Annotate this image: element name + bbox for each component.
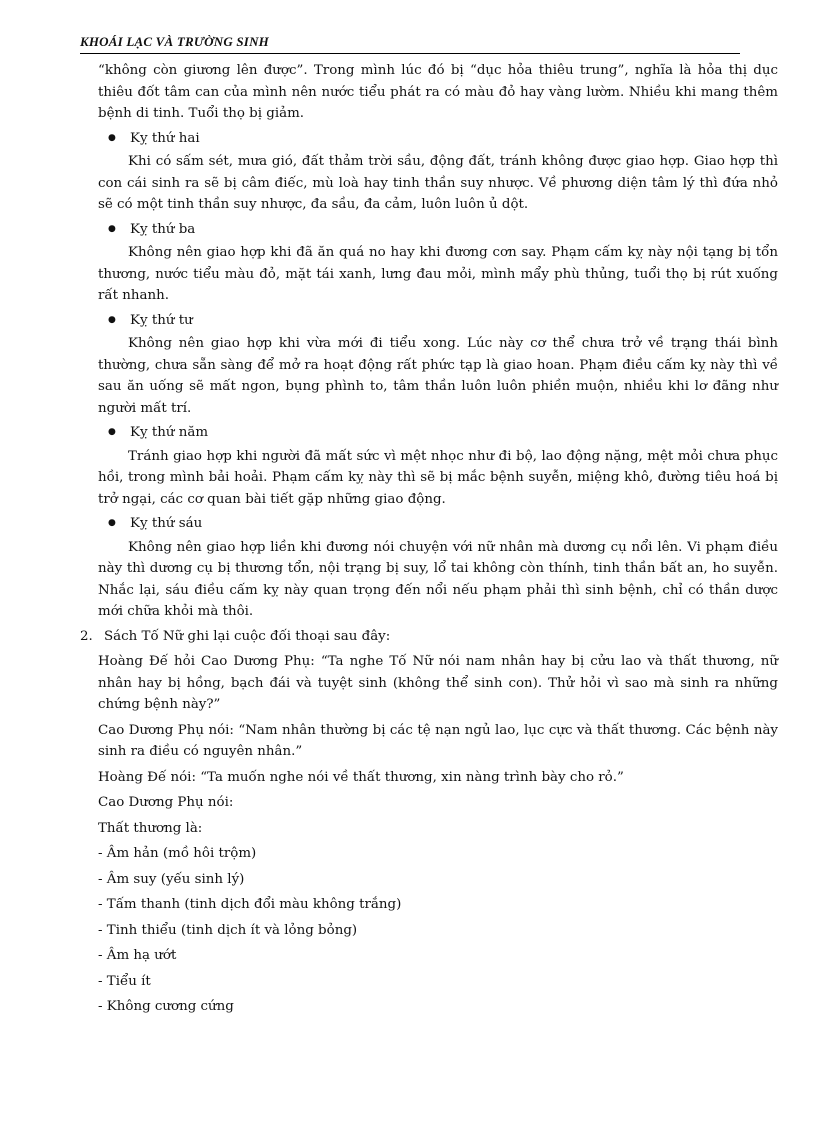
taboo-title: ● Kỵ thứ năm	[80, 422, 778, 444]
dialogue-paragraph: Cao Dương Phụ nói:	[98, 795, 234, 810]
section-title: Sách Tố Nữ ghi lại cuộc đối thoại sau đây:	[104, 628, 391, 644]
section-2-heading	[80, 626, 778, 648]
taboo-text: Không nên giao hợp khi vừa mới đi tiểu xong. Lúc này cơ thể chưa trở về trạng thái bình thường, chưa sẵn sàng để mở ra hoạt động rất phức tạp là giao hoan. Phạm điều cấm kỵ này thì về sau ăn uống sẽ mất ngon, bụng phình to, tâm thần luôn luôn phiền muộn, nhiều khi lơ đãng như người mất trí.	[98, 336, 778, 416]
list-item: - Tấm thanh (tinh dịch đổi màu không trắng)	[98, 897, 402, 912]
taboo-item	[80, 422, 778, 510]
list-item: - Tiểu ít	[98, 973, 151, 989]
taboo-item	[80, 219, 778, 307]
list-item: - Không cương cứng	[98, 999, 234, 1014]
dialogue-paragraph: Hoàng Đế nói: “Ta muốn nghe nói về thất thương, xin nàng trình bày cho rỏ.”	[98, 769, 624, 785]
taboo-text: Khi có sấm sét, mưa gió, đất thảm trời sầu, động đất, tránh không được giao hợp. Giao hợp thì con cái sinh ra sẽ bị câm điếc, mù loà hay tinh thần suy nhược. Về phương diện tâm lý thì đứa nhỏ sẽ có một tinh thần suy nhược, đa sầu, đa cảm, luôn luôn ủ dột.	[98, 154, 778, 212]
running-header: KHOÁI LẠC VÀ TRƯỜNG SINH	[80, 34, 740, 54]
list-item: - Âm hản (mồ hôi trộm)	[98, 846, 257, 861]
taboo-item	[80, 513, 778, 623]
section-number: 2.	[80, 628, 93, 644]
list-item: - Âm hạ ướt	[98, 948, 177, 963]
taboo-text: Không nên giao hợp liền khi đương nói chuyện với nữ nhân mà dương cụ nổi lên. Vi phạm điều này thì dương cụ bị thương tổn, nội trạng bị suy, lổ tai không còn thính, tinh thần bất an, ho suyễn. Nhắc lại, sáu điều cấm kỵ này quan trọng đến nổi nếu phạm phải thì sinh bệnh, chỉ có thần dược mới chữa khỏi mà thôi.	[98, 539, 778, 619]
taboo-text: Không nên giao hợp khi đã ăn quá no hay khi đương cơn say. Phạm cấm kỵ này nội tạng bị tổn thương, nước tiểu màu đỏ, mặt tái xanh, lưng đau mỏi, mình mẩy phù thủng, tuổi thọ bị rút xuống rất nhanh.	[98, 245, 778, 303]
dialogue-paragraph: Thất thương là:	[98, 820, 203, 836]
taboo-title: ● Kỵ thứ ba	[80, 219, 778, 241]
dialogue-paragraph: Cao Dương Phụ nói: “Nam nhân thường bị các tệ nạn ngủ lao, lục cực và thất thương. Các bệnh này sinh ra điều có nguyên nhân.”	[98, 722, 778, 759]
dialogue-paragraph: Hoàng Đế hỏi Cao Dương Phụ: “Ta nghe Tố Nữ nói nam nhân hay bị cửu lao và thất thương, nữ nhân hay bị hồng, bạch đái và tuyệt sinh (không thể sinh con). Thử hỏi vì sao mà sinh ra những chứng bệnh này?”	[98, 654, 778, 712]
list-item: - Âm suy (yếu sinh lý)	[98, 871, 245, 887]
taboo-title: ● Kỵ thứ tư	[80, 310, 778, 332]
intro-paragraph: “không còn giương lên được”. Trong mình lúc đó bị “dục hỏa thiêu trung”, nghĩa là hỏa thị dục thiêu đốt tâm can của mình nên nước tiểu phát ra có màu đỏ hay vàng lườm. Nhiều khi mang thêm bệnh di tinh. Tuổi thọ bị giảm.	[98, 63, 778, 121]
taboo-title: ● Kỵ thứ hai	[80, 128, 778, 150]
list-item: - Tinh thiểu (tinh dịch ít và lỏng bỏng)	[98, 922, 358, 938]
taboo-item	[80, 310, 778, 420]
taboo-text: Tránh giao hợp khi người đã mất sức vì mệt nhọc như đi bộ, lao động nặng, mệt mỏi chưa phục hồi, trong mình bải hoải. Phạm cấm kỵ này thì sẽ bị mắc bệnh suyễn, miệng khô, đường tiêu hoá bị trở ngại, các cơ quan bài tiết gặp những giao động.	[98, 448, 778, 507]
page-content	[80, 60, 778, 1018]
taboo-item	[80, 128, 778, 216]
seven-injuries-list	[80, 843, 778, 1018]
taboo-title: ● Kỵ thứ sáu	[80, 513, 778, 535]
